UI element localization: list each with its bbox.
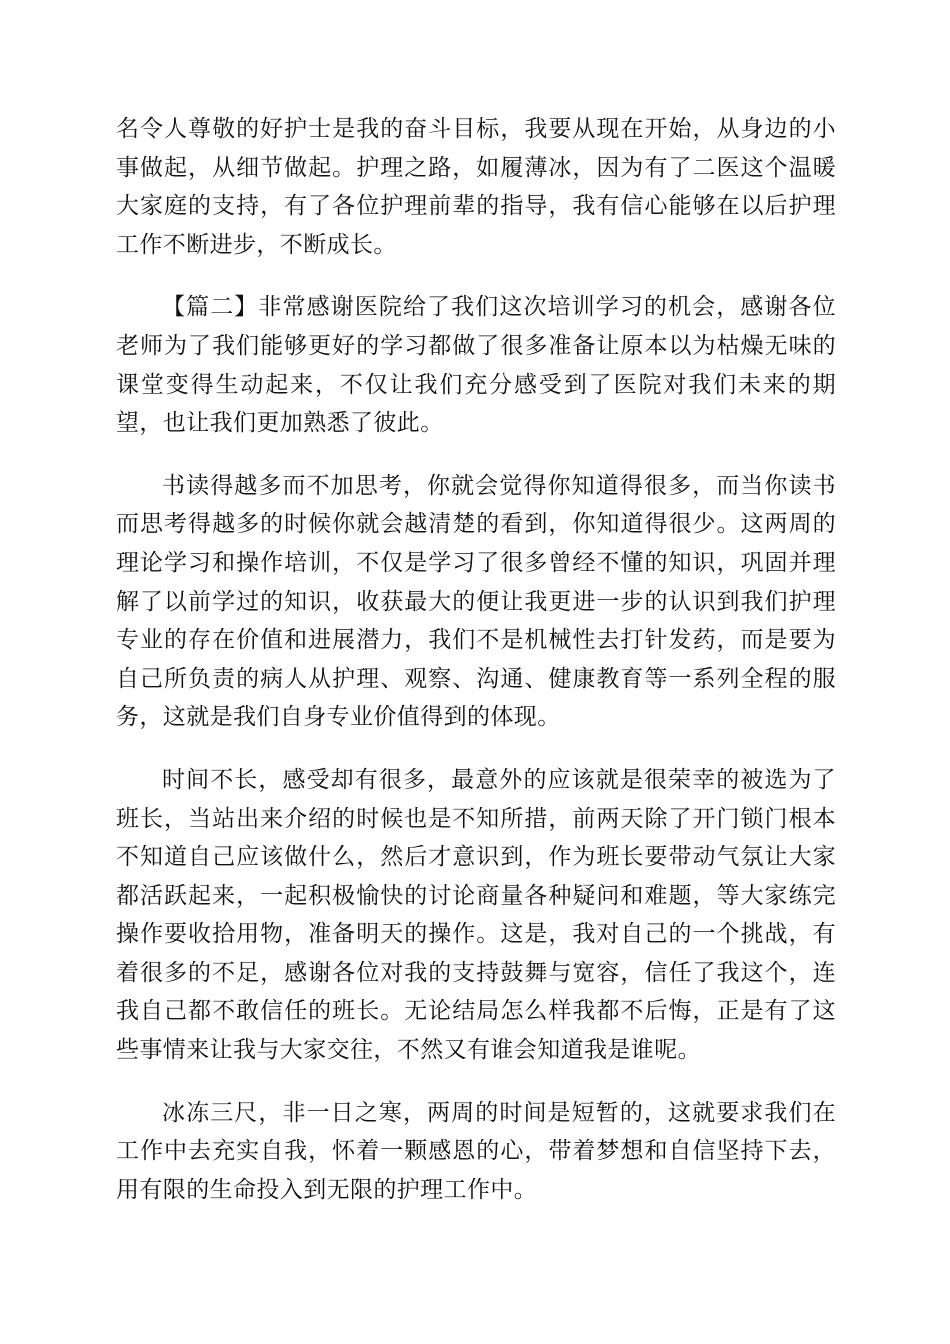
paragraph-reflection-learning: 书读得越多而不加思考，你就会觉得你知道得很多，而当你读书而思考得越多的时候你就会越清楚的看到，你知道得很少。这两周的理论学习和操作培训，不仅是学习了很多曾经不懂的知识，巩固并理解了以前学过的知识，收获最大的便让我更进一步的认识到我们护理专业的存在价值和进展潜力，我们不是机械性去打针发药，而是要为自己所负责的病人从护理、观察、沟通、健康教育等一系列全程的服务，这就是我们自身专业价值得到的体现。 (116, 472, 836, 731)
paragraph-continuation: 名令人尊敬的好护士是我的奋斗目标，我要从现在开始，从身边的小事做起，从细节做起。护理之路，如履薄冰，因为有了二医这个温暖大家庭的支持，有了各位护理前辈的指导，我有信心能够在以后护理工作不断进步，不断成长。 (116, 116, 836, 258)
paragraph-part-two-intro: 【篇二】非常感谢医院给了我们这次培训学习的机会，感谢各位老师为了我们能够更好的学习都做了很多准备让原本以为枯燥无味的课堂变得生动起来，不仅让我们充分感受到了医院对我们未来的期望，也让我们更加熟悉了彼此。 (116, 294, 836, 437)
paragraph-class-monitor: 时间不长，感受却有很多，最意外的应该就是很荣幸的被选为了班长，当站出来介绍的时候也是不知所措，前两天除了开门锁门根本不知道自己应该做什么，然后才意识到，作为班长要带动气氛让大家都活跃起来，一起积极愉快的讨论商量各种疑问和难题，等大家练完操作要收拾用物，准备明天的操作。这是，我对自己的一个挑战，有着很多的不足，感谢各位对我的支持鼓舞与宽容，信任了我这个，连我自己都不敢信任的班长。无论结局怎么样我都不后悔，正是有了这些事情来让我与大家交往，不然又有谁会知道我是谁呢。 (116, 766, 836, 1064)
document-body (116, 110, 836, 1233)
paragraph-conclusion: 冰冻三尺，非一日之寒，两周的时间是短暂的，这就要求我们在工作中去充实自我，怀着一颗感恩的心，带着梦想和自信坚持下去，用有限的生命投入到无限的护理工作中。 (116, 1099, 836, 1203)
